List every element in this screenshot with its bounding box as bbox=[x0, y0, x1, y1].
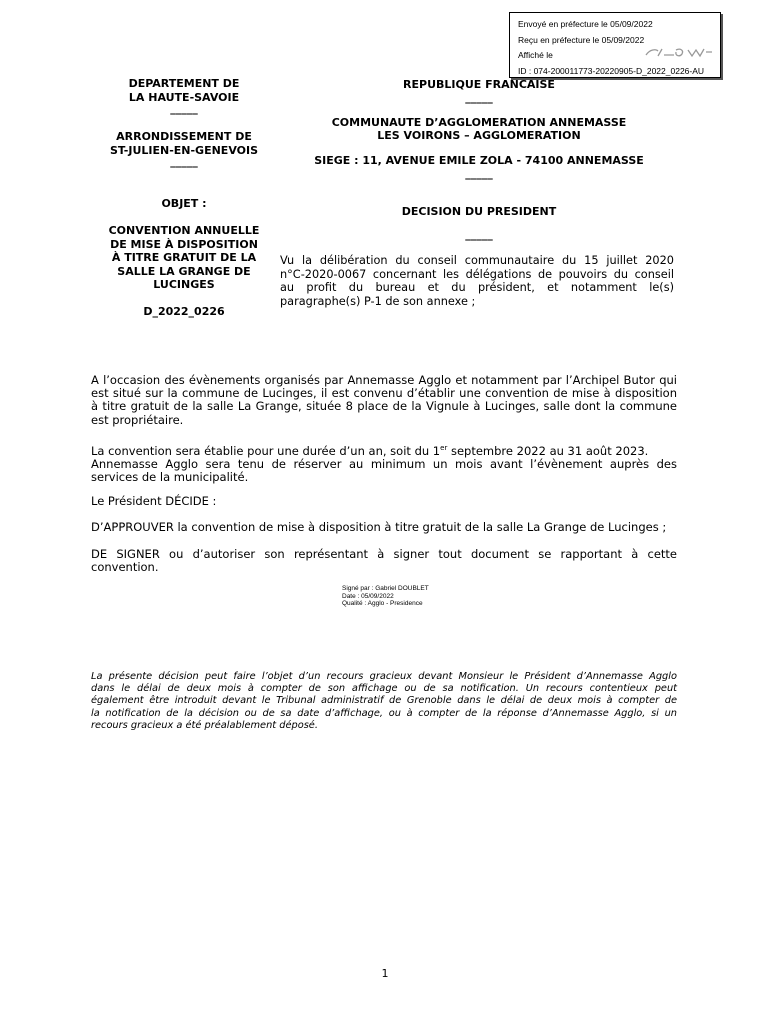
appeal-line: dans le délai de deux mois à compter de son affichage ou de sa notification. Un recours contentieux peut bbox=[91, 683, 677, 695]
separator: _____ bbox=[465, 167, 493, 180]
objet-line: SALLE LA GRANGE DE bbox=[117, 264, 251, 278]
stamp-id: ID : 074-200011773-20220905-D_2022_0226-AU bbox=[518, 65, 705, 76]
arrondissement-line2: ST-JULIEN-EN-GENEVOIS bbox=[109, 143, 259, 157]
appeal-line: recours gracieux a été préalablement déposé. bbox=[91, 719, 318, 731]
appeal-line: La présente décision peut faire l’objet d’un recours gracieux devant Monsieur le Président d’Annemasse Agglo bbox=[91, 671, 677, 682]
electronic-signature bbox=[342, 585, 429, 608]
vu-line: Vu la délibération du conseil communautaire du 15 juillet 2020 bbox=[280, 254, 674, 267]
republique-heading: REPUBLIQUE FRANCAISE bbox=[403, 78, 555, 91]
objet-line: CONVENTION ANNUELLE bbox=[108, 224, 260, 237]
duration-line bbox=[91, 442, 677, 458]
stamp-affiche: Affiché le bbox=[518, 50, 553, 60]
siege-address: SIEGE : 11, AVENUE EMILE ZOLA - 74100 ANNEMASSE bbox=[314, 154, 644, 167]
communaute-line1: COMMUNAUTE D’AGGLOMERATION ANNEMASSE bbox=[331, 116, 627, 129]
context-paragraph bbox=[91, 374, 677, 427]
objet-line: LUCINGES bbox=[153, 278, 215, 291]
communaute-line2: LES VOIRONS – AGGLOMERATION bbox=[377, 129, 581, 142]
vu-line: au profit du bureau et du président, et notamment le(s) bbox=[280, 281, 674, 294]
separator: _____ bbox=[465, 91, 493, 104]
context-line: est situé sur la commune de Lucinges, il est convenu d’établir une convention de mise à disposition bbox=[91, 386, 677, 401]
context-line: est propriétaire. bbox=[91, 412, 184, 427]
appeal-notice bbox=[91, 671, 677, 732]
approve-article: D’APPROUVER la convention de mise à disposition à titre gratuit de la salle La Grange de Lucinges ; bbox=[91, 520, 667, 534]
vu-paragraph bbox=[280, 254, 674, 308]
vu-line: n°C-2020-0067 concernant les délégations de pouvoirs du conseil bbox=[280, 267, 674, 281]
duration-text-end: septembre 2022 au 31 août 2023. bbox=[447, 443, 649, 458]
slow-logo-icon bbox=[644, 46, 714, 58]
stamp-envoye: Envoyé en préfecture le 05/09/2022 bbox=[518, 19, 653, 29]
sign-article bbox=[91, 548, 677, 574]
departement-line1: DEPARTEMENT DE bbox=[128, 77, 240, 90]
page-number: 1 bbox=[381, 967, 389, 980]
objet-line: DE MISE À DISPOSITION bbox=[110, 237, 258, 251]
duration-line: Annemasse Agglo sera tenu de réserver au minimum un mois avant l’évènement auprès des bbox=[91, 457, 677, 472]
objet-line: À TITRE GRATUIT DE LA bbox=[111, 251, 257, 264]
signed-by: Signé par : Gabriel DOUBLET bbox=[342, 585, 429, 592]
separator: _____ bbox=[170, 155, 198, 168]
duration-line: services de la municipalité. bbox=[91, 470, 249, 485]
stamp-recu: Reçu en préfecture le 05/09/2022 bbox=[518, 34, 645, 45]
signature-qualite: Qualité : Agglo - Presidence bbox=[342, 600, 423, 607]
objet-label: OBJET : bbox=[161, 197, 207, 210]
communaute-heading bbox=[284, 116, 674, 142]
arrondissement-block bbox=[92, 130, 276, 169]
sign-line: DE SIGNER ou d’autoriser son représentant à signer tout document se rapportant à cette bbox=[91, 547, 677, 561]
prefecture-stamp bbox=[509, 12, 721, 78]
appeal-line: la notification de la décision ou de sa date d’affichage, ou à compter de la réponse d’Annemasse Agglo, si un bbox=[91, 707, 677, 719]
duration-paragraph bbox=[91, 442, 677, 484]
decision-reference: D_2022_0226 bbox=[143, 305, 225, 318]
appeal-line: également être introduit devant le Tribunal administratif de Grenoble dans le délai de deux mois à compter de bbox=[91, 695, 677, 707]
duration-text-start: La convention sera établie pour une durée d’un an, soit du 1 bbox=[91, 443, 441, 458]
decide-line: Le Président DÉCIDE : bbox=[91, 494, 217, 508]
context-line: A l’occasion des évènements organisés par Annemasse Agglo et notamment par l’Archipel Butor qui bbox=[91, 373, 677, 387]
departement-line2: LA HAUTE-SAVOIE bbox=[128, 90, 240, 104]
sign-line: convention. bbox=[91, 560, 159, 575]
ordinal-suffix: er bbox=[440, 444, 448, 452]
separator: _____ bbox=[170, 102, 198, 115]
arrondissement-line1: ARRONDISSEMENT DE bbox=[116, 130, 252, 143]
vu-line: paragraphe(s) P-1 de son annexe ; bbox=[280, 294, 476, 308]
objet-title bbox=[92, 224, 276, 292]
departement-block bbox=[92, 77, 276, 116]
separator: _____ bbox=[465, 228, 493, 241]
signature-date: Date : 05/09/2022 bbox=[342, 592, 394, 600]
decision-title: DECISION DU PRESIDENT bbox=[401, 205, 557, 218]
context-line: à titre gratuit de la salle La Grange, située 8 place de la Vignule à Lucinges, salle dont la commune bbox=[91, 399, 677, 414]
